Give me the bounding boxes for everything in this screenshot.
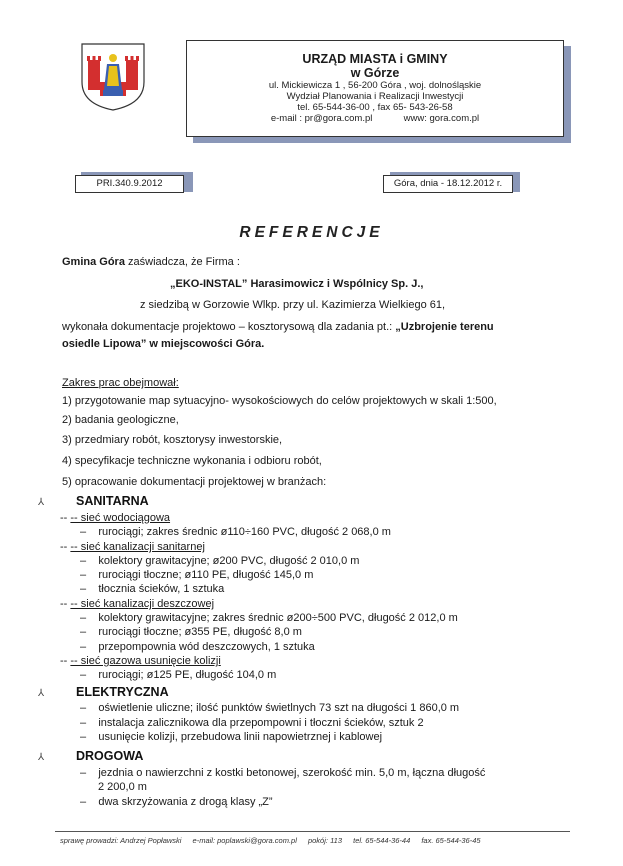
- section-marker-icon: ⅄: [38, 688, 45, 699]
- list-item-text: instalacja zalicznikowa dla przepompowni i tłoczni ścieków, sztuk 2: [98, 717, 424, 729]
- letterhead-box: [186, 40, 564, 137]
- section-marker-icon: ⅄: [38, 752, 45, 763]
- group-storm-label: -- sieć kanalizacji deszczowej: [70, 598, 215, 610]
- office-contact: [187, 113, 563, 124]
- list-item-text: kolektory grawitacyjne; ø200 PVC, długość 2 010,0 m: [98, 555, 360, 567]
- list-item-continuation: 2 200,0 m: [98, 781, 147, 793]
- intro-work-text: wykonała dokumentacje projektowo – kosztorysową dla zadania pt.:: [62, 321, 396, 333]
- reference-number: PRI.340.9.2012: [75, 175, 184, 193]
- section-marker-icon: ⅄: [38, 497, 45, 508]
- office-address: ul. Mickiewicza 1 , 56-200 Góra , woj. dolnośląskie: [268, 80, 482, 91]
- list-item-text: rurociągi tłoczne; ø110 PE, długość 145,0 m: [98, 569, 314, 581]
- scope-item: 4) specyfikacje techniczne wykonania i odbioru robót,: [62, 455, 322, 467]
- office-location: w Górze: [350, 66, 400, 80]
- list-item-text: rurociągi; ø125 PE, długość 104,0 m: [98, 669, 277, 681]
- section-title-elektryczna: ELEKTRYCZNA: [76, 685, 169, 699]
- list-item-text: oświetlenie uliczne; ilość punktów świetlnych 73 szt na długości 1 860,0 m: [98, 702, 460, 714]
- list-item: – kolektory grawitacyjne; zakres średnic ø200÷500 PVC, długość 2 012,0 m: [80, 612, 458, 624]
- list-item: – rurociągi tłoczne; ø355 PE, długość 8,0 m: [80, 626, 302, 638]
- footer-room: pokój: 113: [307, 836, 343, 845]
- group-gas-label: -- sieć gazowa usunięcie kolizji: [70, 655, 221, 667]
- office-email: e-mail : pr@gora.com.pl: [270, 113, 373, 124]
- list-item-text: rurociągi; zakres średnic ø110÷160 PVC, długość 2 068,0 m: [98, 526, 391, 538]
- footer-prepared-by: sprawę prowadzi: Andrzej Popławski: [60, 836, 182, 845]
- company-name: „EKO-INSTAL” Harasimowicz i Wspólnicy Sp. J.,: [170, 278, 424, 290]
- list-item-text: tłocznia ścieków, 1 sztuka: [98, 583, 225, 595]
- project-name-part2: osiedle Lipowa” w miejscowości Góra.: [62, 338, 265, 350]
- list-item: – rurociągi; ø125 PE, długość 104,0 m: [80, 669, 277, 681]
- list-item: – instalacja zalicznikowa dla przepompowni i tłoczni ścieków, sztuk 2: [80, 717, 424, 729]
- group-water: -- -- sieć wodociągowa: [60, 512, 171, 524]
- footer-phone: tel. 65-544-36-44: [353, 836, 411, 845]
- intro-line-4: [62, 320, 494, 334]
- coat-of-arms-logo: [79, 42, 147, 112]
- company-seat: z siedzibą w Gorzowie Wlkp. przy ul. Kazimierza Wielkiego 61,: [140, 299, 446, 311]
- scope-item: 5) opracowanie dokumentacji projektowej w branżach:: [62, 476, 327, 488]
- footer-email: e-mail: poplawski@gora.com.pl: [192, 836, 297, 845]
- footer-divider: [55, 831, 570, 832]
- list-item: – oświetlenie uliczne; ilość punktów świetlnych 73 szt na długości 1 860,0 m: [80, 702, 460, 714]
- list-item-text: dwa skrzyżowania z drogą klasy „Z”: [98, 796, 273, 808]
- footer: [60, 836, 490, 845]
- group-sanitary: -- -- sieć kanalizacji sanitarnej: [60, 541, 205, 553]
- group-water-label: -- sieć wodociągowa: [70, 512, 171, 524]
- list-item-text: rurociągi tłoczne; ø355 PE, długość 8,0 m: [98, 626, 302, 638]
- list-item: – jezdnia o nawierzchni z kostki betonowej, szerokość min. 5,0 m, łączna długość: [80, 767, 486, 779]
- office-name: URZĄD MIASTA i GMINY: [302, 52, 448, 66]
- office-phone: tel. 65-544-36-00 , fax 65- 543-26-58: [297, 102, 453, 113]
- list-item-text: usunięcie kolizji, przebudowa linii napowietrznej i kablowej: [98, 731, 383, 743]
- scope-item: 1) przygotowanie map sytuacyjno- wysokościowych do celów projektowych w skali 1:500,: [62, 395, 497, 407]
- list-item: – dwa skrzyżowania z drogą klasy „Z”: [80, 796, 273, 808]
- list-item: – usunięcie kolizji, przebudowa linii napowietrznej i kablowej: [80, 731, 383, 743]
- intro-certifies: zaświadcza, że Firma :: [124, 256, 240, 268]
- list-item: – tłocznia ścieków, 1 sztuka: [80, 583, 225, 595]
- footer-fax: fax. 65-544-36-45: [421, 836, 481, 845]
- list-item: – rurociągi; zakres średnic ø110÷160 PVC, długość 2 068,0 m: [80, 526, 391, 538]
- office-www: www: gora.com.pl: [403, 113, 480, 124]
- group-sanitary-label: -- sieć kanalizacji sanitarnej: [70, 541, 205, 553]
- section-title-sanitarna: SANITARNA: [76, 494, 149, 508]
- office-department: Wydział Planowania i Realizacji Inwestycji: [286, 91, 464, 102]
- scope-item: 3) przedmiary robót, kosztorysy inwestorskie,: [62, 434, 283, 446]
- scope-item: 2) badania geologiczne,: [62, 414, 179, 426]
- intro-line-1: [62, 255, 240, 269]
- group-gas: -- -- sieć gazowa usunięcie kolizji: [60, 655, 221, 667]
- document-title: REFERENCJE: [239, 224, 384, 241]
- list-item-text: kolektory grawitacyjne; zakres średnic ø200÷500 PVC, długość 2 012,0 m: [98, 612, 458, 624]
- document-date: Góra, dnia - 18.12.2012 r.: [383, 175, 513, 193]
- project-name-part1: „Uzbrojenie terenu: [395, 321, 494, 333]
- group-storm: -- -- sieć kanalizacji deszczowej: [60, 598, 215, 610]
- list-item: – kolektory grawitacyjne; ø200 PVC, długość 2 010,0 m: [80, 555, 360, 567]
- scope-heading: Zakres prac obejmował:: [62, 377, 179, 389]
- list-item-text: przepompownia wód deszczowych, 1 sztuka: [98, 641, 315, 653]
- section-title-drogowa: DROGOWA: [76, 749, 144, 763]
- municipality-name: Gmina Góra: [62, 256, 125, 268]
- list-item-text: jezdnia o nawierzchni z kostki betonowej, szerokość min. 5,0 m, łączna długość: [98, 767, 486, 779]
- list-item: – przepompownia wód deszczowych, 1 sztuka: [80, 641, 315, 653]
- list-item: – rurociągi tłoczne; ø110 PE, długość 145,0 m: [80, 569, 314, 581]
